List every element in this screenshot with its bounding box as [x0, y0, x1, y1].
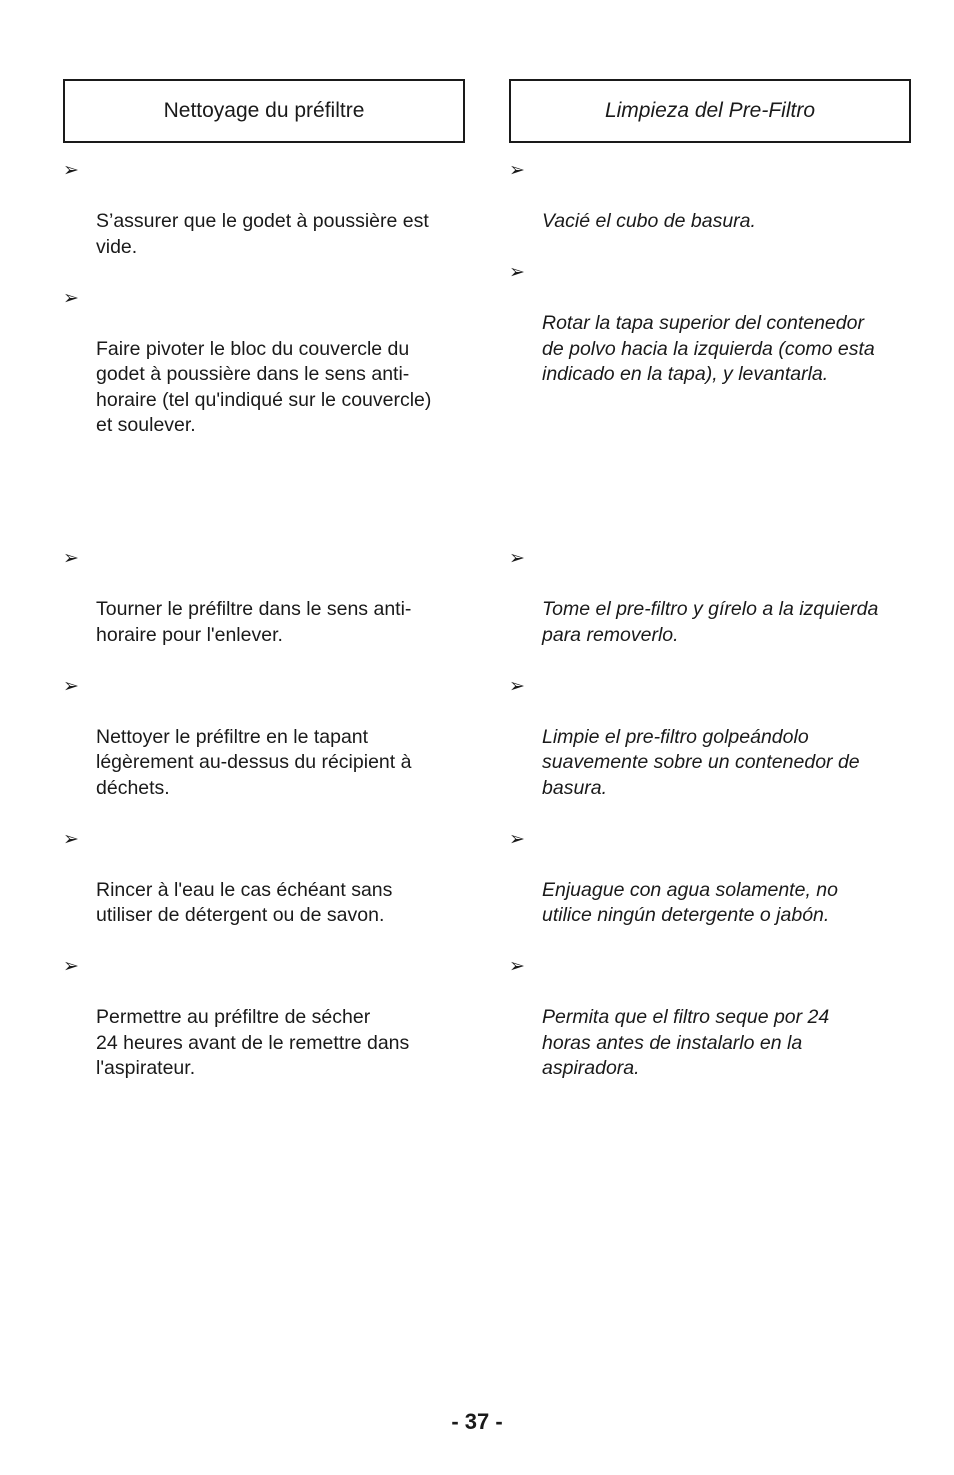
arrow-bullet-icon: ➢: [509, 548, 525, 569]
spanish-steps-list-1: [509, 158, 911, 413]
step-text: S’assurer que le godet à poussière est vide.: [96, 210, 429, 258]
list-item: [63, 286, 465, 439]
french-section-title: Nettoyage du préfiltre: [163, 99, 365, 122]
step-text: Rotar la tapa superior del contenedor de polvo hacia la izquierda (como esta indicado en la tapa), y levantarla.: [542, 312, 875, 385]
french-steps-list-2: [63, 546, 465, 1107]
list-item: [509, 260, 911, 388]
list-item: [509, 954, 911, 1082]
step-text: Rincer à l'eau le cas échéant sans utiliser de détergent ou de savon.: [96, 878, 393, 926]
list-item: [63, 827, 465, 929]
list-item: [63, 158, 465, 260]
arrow-bullet-icon: ➢: [63, 287, 79, 309]
arrow-bullet-icon: ➢: [509, 828, 525, 850]
list-item: [63, 546, 465, 648]
list-item: [63, 674, 465, 802]
arrow-bullet-icon: ➢: [509, 160, 525, 181]
step-text: Limpie el pre-filtro golpeándolo suavemente sobre un contenedor de basura.: [542, 725, 860, 799]
list-item: [509, 827, 911, 929]
step-text: Tourner le préfiltre dans le sens anti- horaire pour l'enlever.: [96, 598, 412, 646]
arrow-bullet-icon: ➢: [509, 262, 525, 283]
list-item: [509, 674, 911, 802]
step-text: Vacié el cubo de basura.: [542, 210, 756, 232]
step-text: Permettre au préfiltre de sécher 24 heures avant de le remettre dans l'aspirateur.: [96, 1006, 410, 1079]
arrow-bullet-icon: ➢: [509, 956, 525, 977]
arrow-bullet-icon: ➢: [63, 828, 79, 850]
list-item: [63, 954, 465, 1082]
french-section-title-box: [63, 79, 465, 143]
arrow-bullet-icon: ➢: [63, 548, 79, 569]
arrow-bullet-icon: ➢: [509, 675, 525, 697]
list-item: [509, 546, 911, 648]
step-text: Faire pivoter le bloc du couvercle du godet à poussière dans le sens anti- horaire (tel qu'indiqué sur le couvercle) et soulever.: [96, 337, 432, 436]
arrow-bullet-icon: ➢: [63, 956, 79, 977]
page-number: - 37 -: [451, 1409, 503, 1434]
arrow-bullet-icon: ➢: [63, 675, 79, 697]
list-item: [509, 158, 911, 235]
french-steps-list-1: [63, 158, 465, 464]
arrow-bullet-icon: ➢: [63, 160, 79, 181]
spanish-section-title: Limpieza del Pre-Filtro: [604, 99, 816, 122]
step-text: Tome el pre-filtro y gírelo a la izquierda para removerlo.: [542, 598, 879, 646]
spanish-steps-list-2: [509, 546, 911, 1107]
spanish-section-title-box: [509, 79, 911, 143]
step-text: Nettoyer le préfiltre en le tapant légèrement au-dessus du récipient à déchets.: [96, 725, 412, 799]
step-text: Permita que el filtro seque por 24 horas antes de instalarlo en la aspiradora.: [542, 1006, 830, 1079]
step-text: Enjuague con agua solamente, no utilice ningún detergente o jabón.: [542, 878, 838, 926]
